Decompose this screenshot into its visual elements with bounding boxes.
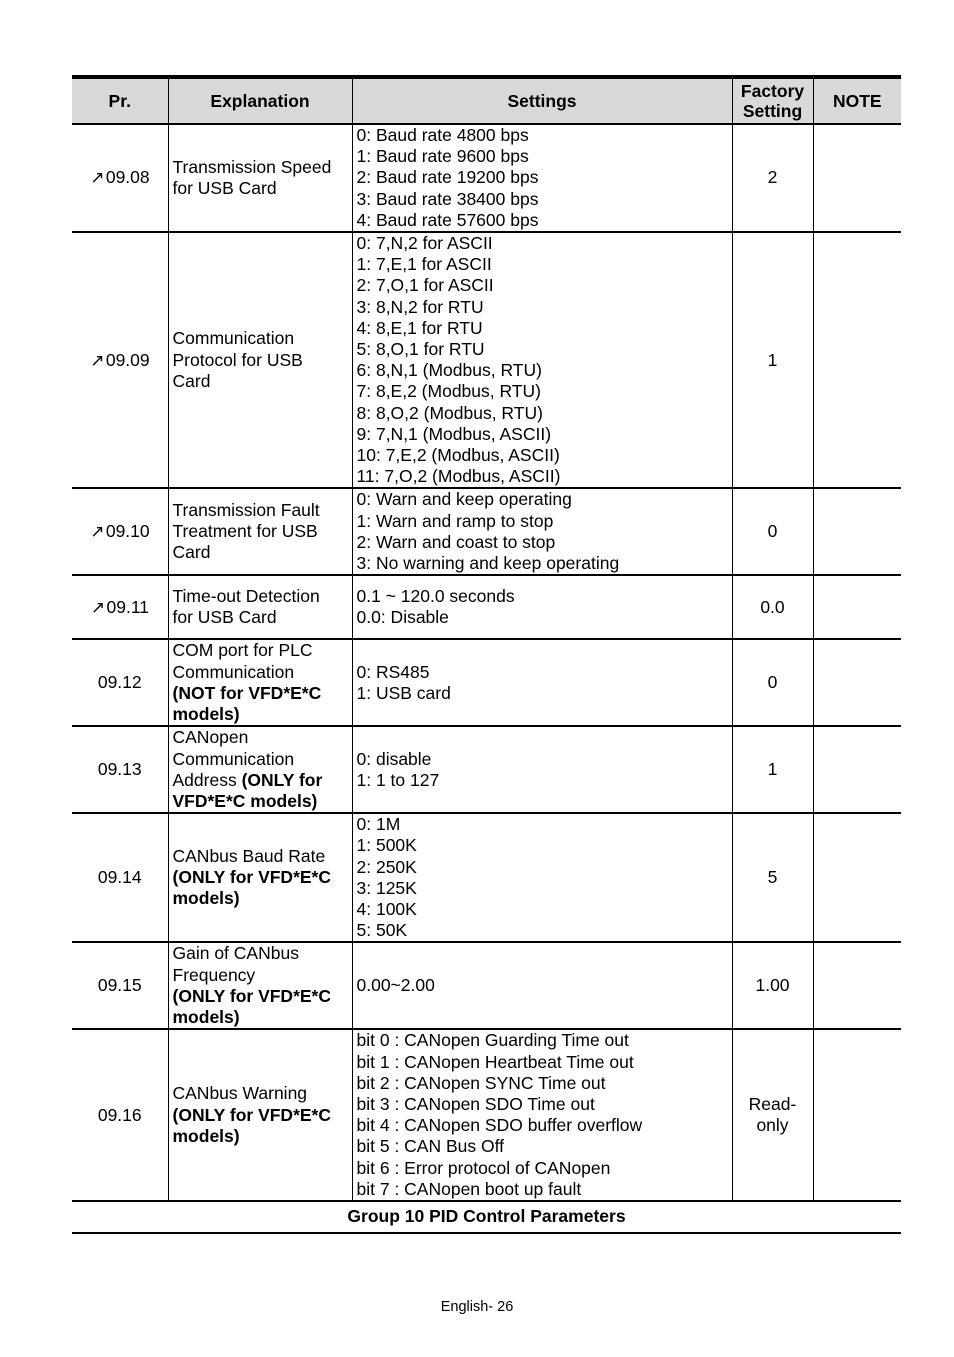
explanation-cell [168, 813, 352, 942]
explanation-line: Card [172, 370, 211, 391]
parameter-table [72, 75, 901, 1234]
explanation-cell [168, 639, 352, 726]
setting-line: bit 1 : CANopen Heartbeat Time out [356, 1051, 634, 1072]
pr-cell [72, 124, 168, 232]
setting-line: 0: 7,N,2 for ASCII [356, 233, 493, 254]
settings-cell [352, 726, 732, 813]
setting-line: 9: 7,N,1 (Modbus, ASCII) [356, 423, 552, 444]
explanation-line: Card [172, 542, 211, 563]
setting-line: 1: 1 to 127 [356, 769, 440, 790]
explanation-line-bold: (NOT for VFD*E*C [172, 682, 322, 703]
setting-line: 5: 8,O,1 for RTU [356, 339, 485, 360]
explanation-line-bold: models) [172, 888, 240, 909]
table-header-row [72, 77, 901, 124]
explanation-cell [168, 124, 352, 232]
setting-line: 0: Warn and keep operating [356, 489, 572, 510]
header-note: NOTE [813, 77, 901, 124]
explanation-line: CANopen [172, 727, 249, 748]
explanation-line: for USB Card [172, 178, 277, 198]
setting-line: bit 0 : CANopen Guarding Time out [356, 1030, 629, 1051]
factory-setting-cell: 2 [732, 124, 813, 232]
setting-line: bit 6 : Error protocol of CANopen [356, 1157, 611, 1178]
settings-cell [352, 124, 732, 232]
setting-line: 1: Baud rate 9600 bps [356, 146, 529, 167]
explanation-text-bold: (ONLY for [241, 769, 323, 790]
pr-code: 09.09 [105, 349, 150, 370]
explanation-line: Protocol for USB [172, 349, 303, 370]
explanation-line-bold: (ONLY for VFD*E*C [172, 1104, 331, 1125]
setting-line: 1: Warn and ramp to stop [356, 510, 554, 531]
pr-cell [72, 488, 168, 575]
pr-cell: 09.15 [72, 942, 168, 1029]
explanation-line: for USB Card [172, 607, 277, 628]
note-cell [813, 813, 901, 942]
factory-line: only [756, 1115, 789, 1136]
pen-icon: ↗ [90, 350, 105, 370]
table-row [72, 575, 901, 639]
table-row [72, 942, 901, 1029]
table-row [72, 1029, 901, 1201]
pr-cell [72, 232, 168, 488]
setting-line: bit 5 : CAN Bus Off [356, 1136, 505, 1157]
explanation-line-bold: (ONLY for VFD*E*C [172, 867, 331, 888]
setting-line: 6: 8,N,1 (Modbus, RTU) [356, 360, 542, 381]
explanation-cell [168, 232, 352, 488]
explanation-text: Address [172, 769, 242, 790]
explanation-line-bold: (ONLY for VFD*E*C [172, 985, 331, 1006]
setting-line: 10: 7,E,2 (Modbus, ASCII) [356, 445, 560, 466]
explanation-cell [168, 726, 352, 813]
factory-setting-cell: 0 [732, 639, 813, 726]
header-factory-line1: Factory [740, 81, 805, 101]
explanation-line: CANbus Baud Rate [172, 846, 326, 867]
note-cell [813, 639, 901, 726]
setting-line: 8: 8,O,2 (Modbus, RTU) [356, 402, 543, 423]
settings-cell [352, 1029, 732, 1201]
setting-line: bit 2 : CANopen SYNC Time out [356, 1072, 606, 1093]
explanation-cell [168, 942, 352, 1029]
pr-cell [72, 575, 168, 639]
factory-setting-cell [732, 1029, 813, 1201]
header-explanation: Explanation [168, 77, 352, 124]
setting-line: 4: Baud rate 57600 bps [356, 209, 539, 230]
setting-line: 0: 1M [356, 814, 401, 835]
setting-line: 5: 50K [356, 920, 408, 941]
settings-cell [352, 232, 732, 488]
setting-line: 2: 250K [356, 856, 417, 877]
explanation-line: CANbus Warning [172, 1083, 308, 1104]
table-row [72, 488, 901, 575]
pr-cell: 09.16 [72, 1029, 168, 1201]
explanation-line: COM port for PLC [172, 640, 313, 661]
pr-cell: 09.12 [72, 639, 168, 726]
note-cell [813, 124, 901, 232]
pen-icon: ↗ [90, 522, 105, 542]
setting-line: 0: disable [356, 748, 432, 769]
setting-line: 4: 8,E,1 for RTU [356, 317, 483, 338]
explanation-line: Treatment for USB [172, 521, 318, 542]
settings-cell [352, 639, 732, 726]
setting-line: 0.00~2.00 [356, 975, 435, 996]
setting-line: 2: Warn and coast to stop [356, 531, 556, 552]
pr-cell: 09.14 [72, 813, 168, 942]
factory-setting-cell: 0 [732, 488, 813, 575]
setting-line: 1: USB card [356, 682, 451, 703]
pr-cell: 09.13 [72, 726, 168, 813]
note-cell [813, 1029, 901, 1201]
setting-line: 3: Baud rate 38400 bps [356, 188, 539, 209]
group-title: Group 10 PID Control Parameters [72, 1201, 901, 1233]
explanation-cell [168, 488, 352, 575]
explanation-line-bold: VFD*E*C models) [172, 790, 318, 811]
table-row [72, 813, 901, 942]
factory-setting-cell: 1.00 [732, 942, 813, 1029]
table-row [72, 726, 901, 813]
factory-line: Read- [748, 1093, 797, 1114]
settings-cell [352, 813, 732, 942]
explanation-line-bold: models) [172, 1007, 240, 1028]
factory-setting-cell: 0.0 [732, 575, 813, 639]
header-settings: Settings [352, 77, 732, 124]
note-cell [813, 942, 901, 1029]
setting-line: 0.1 ~ 120.0 seconds [356, 586, 515, 607]
settings-cell [352, 942, 732, 1029]
note-cell [813, 488, 901, 575]
setting-line: 1: 500K [356, 835, 417, 856]
explanation-line: Transmission Speed [172, 156, 332, 177]
setting-line: 0: RS485 [356, 661, 430, 682]
group-title-row [72, 1201, 901, 1233]
setting-line: 3: 125K [356, 877, 417, 898]
setting-line: 2: Baud rate 19200 bps [356, 167, 539, 188]
header-pr: Pr. [72, 77, 168, 124]
setting-line: 3: 8,N,2 for RTU [356, 296, 484, 317]
table-row [72, 232, 901, 488]
settings-cell [352, 488, 732, 575]
pr-code: 09.10 [105, 521, 150, 542]
explanation-line [173, 770, 348, 791]
table-row [72, 124, 901, 232]
table-row [72, 639, 901, 726]
header-factory-setting [732, 77, 813, 124]
setting-line: bit 7 : CANopen boot up fault [356, 1178, 582, 1199]
explanation-cell [168, 575, 352, 639]
factory-setting-cell: 1 [732, 232, 813, 488]
pen-icon: ↗ [90, 168, 105, 188]
page-footer: English- 26 [440, 1299, 514, 1315]
note-cell [813, 575, 901, 639]
explanation-line: Transmission Fault [172, 500, 320, 521]
explanation-line-bold: models) [172, 703, 240, 724]
setting-line: 7: 8,E,2 (Modbus, RTU) [356, 381, 541, 402]
explanation-line: Gain of CANbus [172, 943, 299, 964]
explanation-line: Frequency [172, 964, 256, 985]
setting-line: 0: Baud rate 4800 bps [356, 125, 529, 145]
pr-code: 09.08 [105, 167, 150, 188]
setting-line: 1: 7,E,1 for ASCII [356, 254, 492, 275]
explanation-line: Time-out Detection [172, 586, 320, 607]
note-cell [813, 232, 901, 488]
setting-line: 2: 7,O,1 for ASCII [356, 275, 494, 296]
explanation-line: Communication [172, 748, 295, 769]
header-factory-line2: Setting [742, 101, 803, 121]
explanation-line: Communication [172, 328, 295, 349]
settings-cell [352, 575, 732, 639]
pen-icon: ↗ [90, 597, 106, 617]
setting-line: 4: 100K [356, 899, 417, 920]
setting-line: bit 3 : CANopen SDO Time out [356, 1093, 595, 1114]
pr-code: 09.11 [106, 596, 149, 617]
factory-setting-cell: 5 [732, 813, 813, 942]
setting-line: 11: 7,O,2 (Modbus, ASCII) [356, 466, 561, 487]
explanation-line: Communication [172, 661, 295, 682]
factory-setting-cell: 1 [732, 726, 813, 813]
explanation-cell [168, 1029, 352, 1201]
setting-line: bit 4 : CANopen SDO buffer overflow [356, 1115, 643, 1136]
setting-line: 0.0: Disable [356, 607, 449, 628]
explanation-line-bold: models) [172, 1125, 240, 1146]
note-cell [813, 726, 901, 813]
setting-line: 3: No warning and keep operating [356, 553, 620, 574]
